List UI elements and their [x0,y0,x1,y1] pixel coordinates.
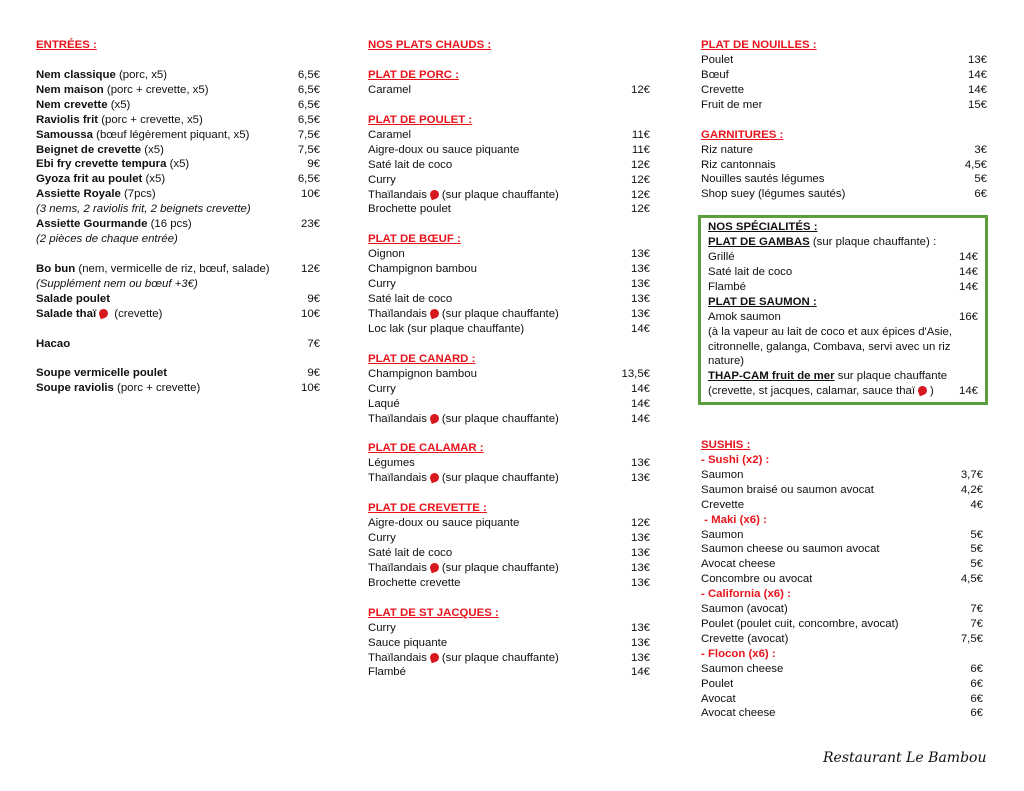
restaurant-signature: Restaurant Le Bambou [823,750,987,766]
saumon-heading: PLAT DE SAUMON : [708,295,817,308]
menu-item: Poulet 6€ [701,677,983,690]
menu-item: Saté lait de coco 12€ [368,158,650,171]
chili-icon [98,307,110,319]
menu-item: Poulet (poulet cuit, concombre, avocat) 7€ [701,617,983,630]
menu-item: Nem classique (porc, x5) 6,5€ [36,69,320,81]
menu-item: Crevette 4€ [701,498,983,511]
menu-item: Saumon braisé ou saumon avocat 4,2€ [701,483,983,496]
entrees-list [36,68,320,247]
menu-item: Beignet de crevette (x5) 7,5€ [36,143,320,156]
menu-item: Salade poulet 9€ [36,292,320,305]
flocon-subtitle: - Flocon (x6) : [701,647,776,660]
menu-item: Oignon 13€ [368,248,650,261]
menu-item: Thaïlandais (sur plaque chauffante) 13€ [368,307,650,320]
chili-icon [429,188,441,200]
menu-item: Thaïlandais (sur plaque chauffante) 13€ [368,561,650,574]
menu-item: Aigre-doux ou sauce piquante 11€ [368,143,650,156]
menu-item: Thaïlandais (sur plaque chauffante) 14€ [368,412,650,425]
chili-icon [429,308,441,320]
menu-item: Avocat cheese 6€ [701,707,983,720]
menu-item: Sauce piquante 13€ [368,636,650,649]
sushi-subtitle: - Sushi (x2) : [701,454,770,466]
menu-item: Concombre ou avocat 4,5€ [701,573,983,586]
menu-item: Curry 14€ [368,382,650,395]
right-column [701,38,987,202]
menu-item: Crevette 14€ [701,83,987,96]
plats-chauds-column [368,38,650,680]
menu-item: Champignon bambou 13,5€ [368,367,650,380]
menu-item: Brochette crevette 13€ [368,576,650,589]
menu-item: Raviolis frit (porc + crevette, x5) 6,5€ [36,113,320,126]
chili-icon [429,562,441,574]
plats-chauds-title: NOS PLATS CHAUDS : [368,39,492,51]
royale-note: (3 nems, 2 raviolis frit, 2 beignets crevette) [36,203,251,216]
menu-item: Thaïlandais (sur plaque chauffante) 12€ [368,188,650,201]
menu-item: Assiette Gourmande (16 pcs) 23€ [36,218,320,231]
menu-item: Curry 13€ [368,621,650,634]
gambas-heading: PLAT DE GAMBAS (sur plaque chauffante) : [708,236,937,248]
bobun-note: (Supplément nem ou bœuf +3€) [36,277,198,290]
porc-title: PLAT DE PORC : [368,69,459,81]
garnitures-title: GARNITURES : [701,128,784,141]
menu-item: Bœuf 14€ [701,68,987,81]
menu-item: Saumon 3,7€ [701,468,983,481]
boeuf-title: PLAT DE BŒUF : [368,233,461,246]
calamar-title: PLAT DE CALAMAR : [368,442,484,455]
menu-item: Ebi fry crevette tempura (x5) 9€ [36,158,320,171]
poulet-title: PLAT DE POULET : [368,113,473,126]
menu-item: Saumon cheese 6€ [701,662,983,675]
menu-item: Loc lak (sur plaque chauffante) 14€ [368,322,650,335]
chili-icon [429,651,441,663]
menu-item: Bo bun (nem, vermicelle de riz, bœuf, salade) 12€ [36,262,320,275]
menu-item: Salade thaï (crevette) 10€ [36,307,320,320]
menu-item: Flambé 14€ [708,280,978,293]
menu-item: Crevette (avocat) 7,5€ [701,632,983,645]
menu-item: Curry 13€ [368,532,650,545]
menu-item: Nouilles sautés légumes 5€ [701,173,987,186]
menu-item: Amok saumon 16€ [708,310,978,323]
menu-item: Riz nature 3€ [701,143,987,156]
nouilles-title: PLAT DE NOUILLES : [701,39,817,51]
chili-icon [917,385,929,397]
menu-item: Saté lait de coco 13€ [368,547,650,560]
chili-icon [429,472,441,484]
menu-item: Champignon bambou 13€ [368,263,650,276]
menu-item: Fruit de mer 15€ [701,98,987,111]
menu-item: Brochette poulet 12€ [368,203,650,216]
menu-item: Thaïlandais (sur plaque chauffante) 13€ [368,472,650,485]
maki-subtitle: - Maki (x6) : [701,513,767,526]
crevette-title: PLAT DE CREVETTE : [368,502,487,515]
menu-item: Saumon (avocat) 7€ [701,603,983,616]
menu-item: Curry 13€ [368,278,650,291]
entrees-title: ENTRÉES : [36,39,97,51]
menu-item: Aigre-doux ou sauce piquante 12€ [368,517,650,530]
sushis-section [701,438,983,721]
menu-item: Poulet 13€ [701,54,987,66]
menu-item: Samoussa (bœuf légèrement piquant, x5) 7,5€ [36,128,320,141]
menu-item: Hacao 7€ [36,337,320,350]
menu-item: Grillé 14€ [708,251,978,263]
gourmande-note: (2 pièces de chaque entrée) [36,232,178,245]
menu-item: Riz cantonnais 4,5€ [701,158,987,171]
menu-item: Saumon cheese ou saumon avocat 5€ [701,543,983,556]
menu-item: Soupe raviolis (porc + crevette) 10€ [36,382,320,395]
menu-item: Gyoza frit au poulet (x5) 6,5€ [36,173,320,186]
sushis-title: SUSHIS : [701,439,751,451]
specialites-box [698,215,988,405]
menu-item: (crevette, st jacques, calamar, sauce thaï ) 14€ [708,385,978,398]
menu-item: Saté lait de coco 14€ [708,265,978,278]
amok-description: (à la vapeur au lait de coco et aux épices d'Asie, citronnelle, galanga, Combava, servi avec un riz nature) [708,325,953,368]
menu-item: Thaïlandais (sur plaque chauffante) 13€ [368,651,650,664]
menu-item: Nem crevette (x5) 6,5€ [36,98,320,111]
entrees-column [36,38,320,396]
chili-icon [429,412,441,424]
specialites-title: NOS SPÉCIALITÉS : [708,221,818,233]
menu-item: Curry 12€ [368,173,650,186]
menu-item: Flambé 14€ [368,666,650,679]
menu-item: Nem maison (porc + crevette, x5) 6,5€ [36,83,320,96]
menu-item: Avocat 6€ [701,692,983,705]
california-subtitle: - California (x6) : [701,588,791,601]
canard-title: PLAT DE CANARD : [368,352,476,365]
menu-item: Caramel 12€ [368,84,650,96]
menu-item: Légumes 13€ [368,457,650,470]
menu-item: Shop suey (légumes sautés) 6€ [701,188,987,201]
menu-item: Saumon 5€ [701,528,983,541]
stjacques-title: PLAT DE ST JACQUES : [368,606,499,619]
menu-item: Caramel 11€ [368,128,650,141]
menu-item: Soupe vermicelle poulet 9€ [36,367,320,380]
menu-item: Saté lait de coco 13€ [368,293,650,306]
menu-item: Laqué 14€ [368,397,650,410]
thapcam-heading: THAP-CAM fruit de mer sur plaque chauffante [708,370,948,383]
menu-item: Assiette Royale (7pcs) 10€ [36,188,320,201]
menu-item: Avocat cheese 5€ [701,558,983,571]
